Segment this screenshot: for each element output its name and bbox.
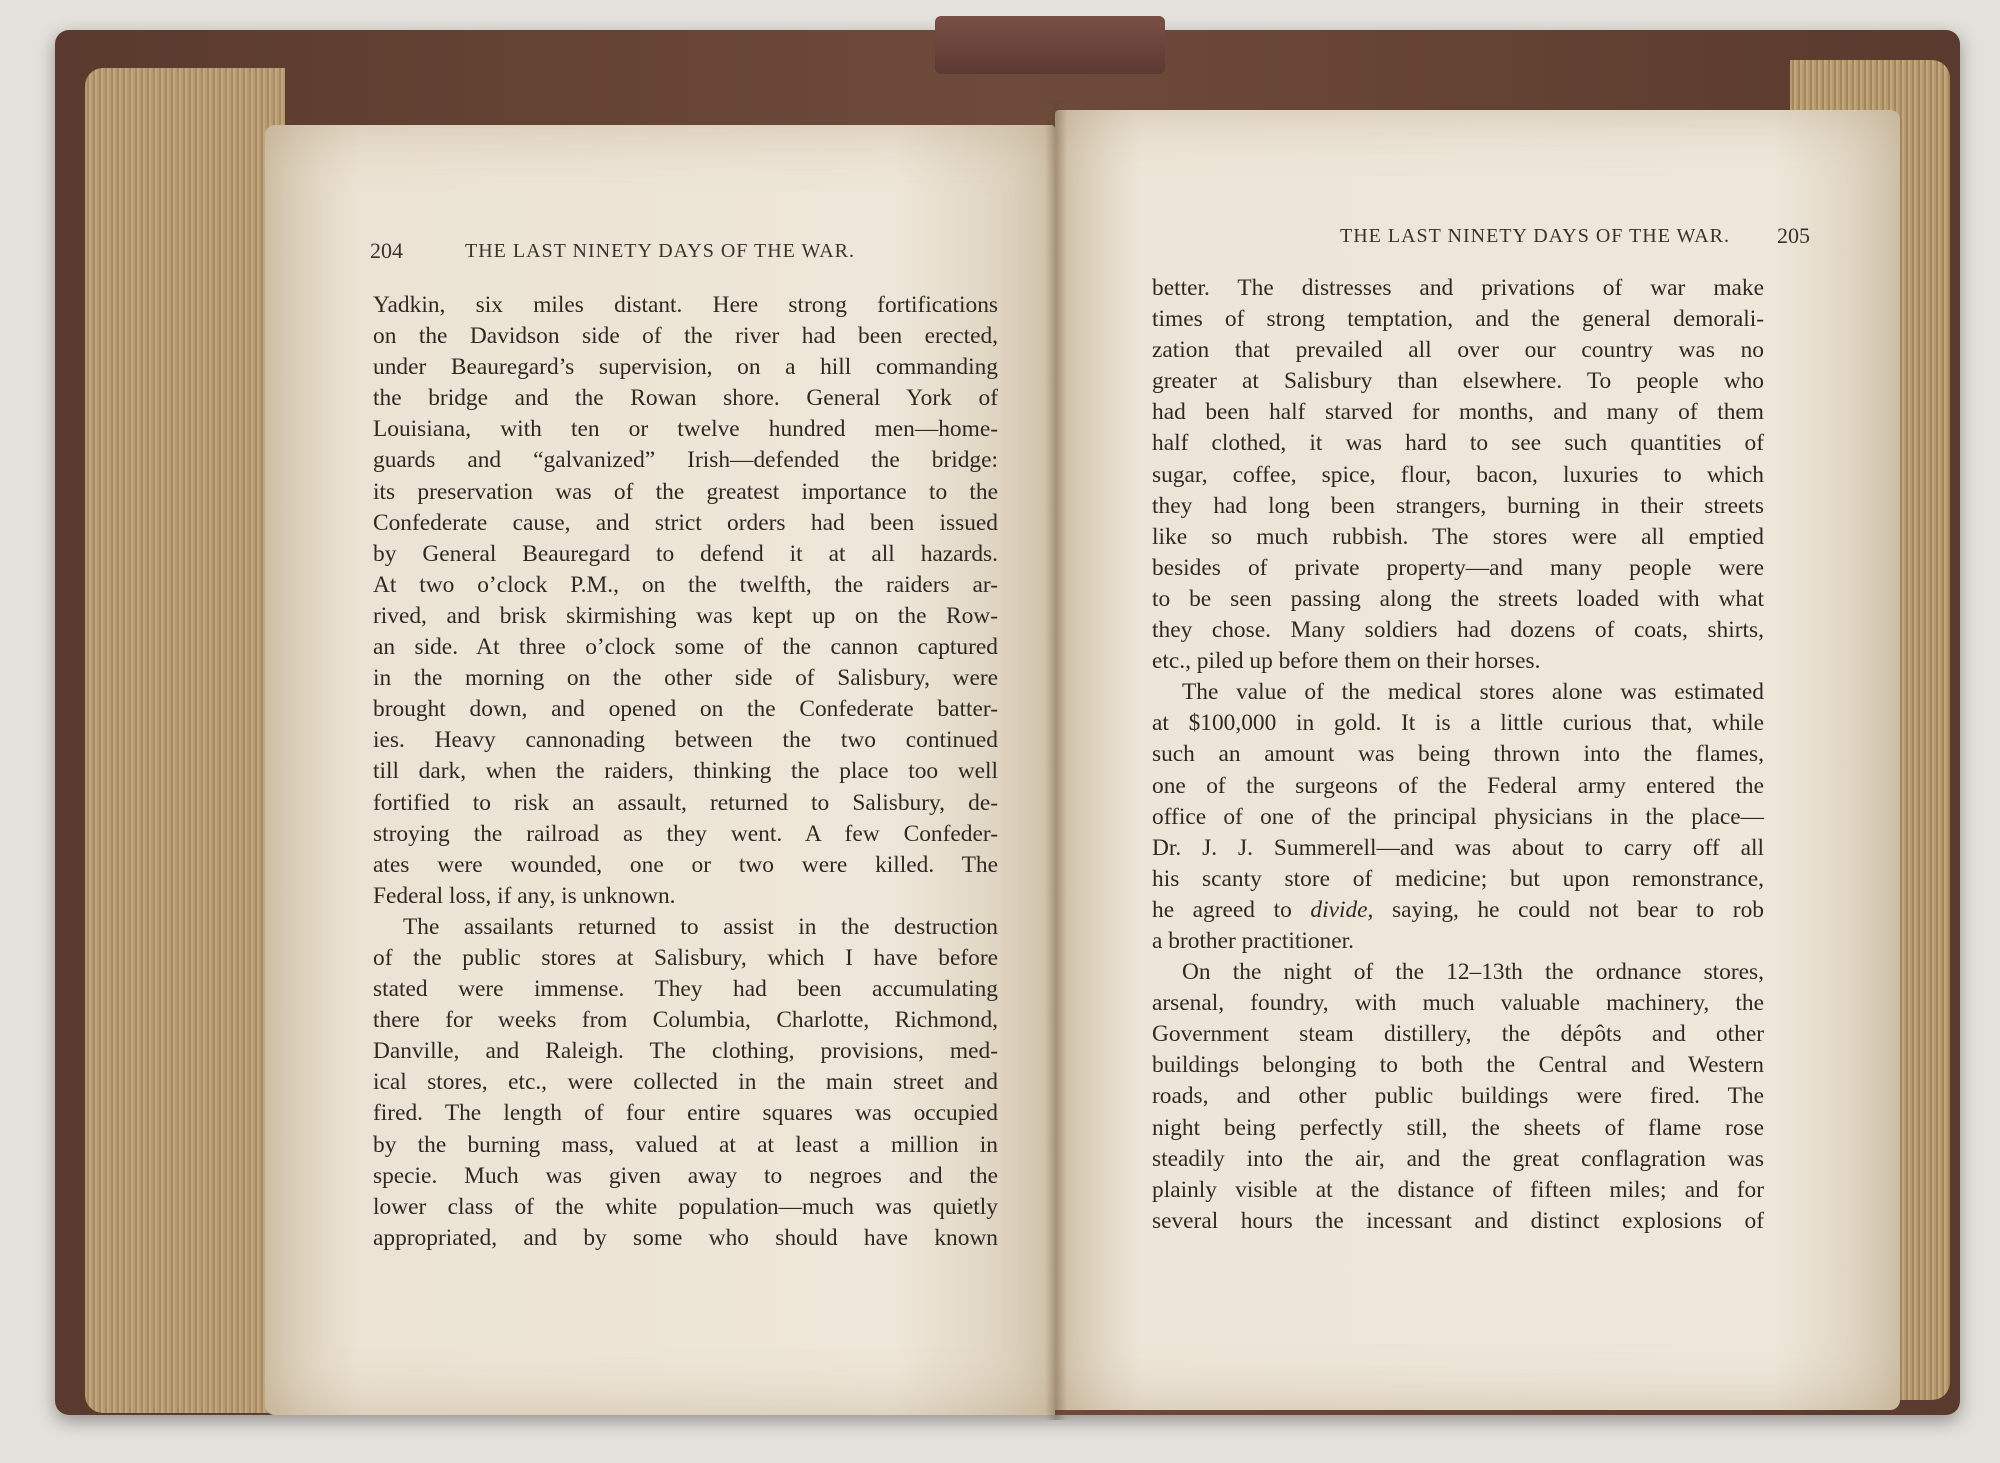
text-line: Government steam distillery, the dépôts and other (1152, 1021, 1764, 1048)
text-line: to be seen passing along the streets loaded with what (1152, 585, 1764, 612)
left-page-edges (85, 68, 285, 1413)
text-line: of the public stores at Salisbury, which I have before (373, 944, 998, 971)
text-line: Danville, and Raleigh. The clothing, provisions, med- (373, 1038, 998, 1065)
text-line: appropriated, and by some who should have known (373, 1224, 998, 1251)
text-line: etc., piled up before them on their horses. (1152, 648, 1541, 675)
text-line: his scanty store of medicine; but upon remonstrance, (1152, 865, 1764, 892)
text-line: half clothed, it was hard to see such quantities of (1152, 430, 1764, 457)
text-line: steadily into the air, and the great conflagration was (1152, 1145, 1764, 1172)
text-line: under Beauregard’s supervision, on a hill commanding (373, 354, 998, 381)
text-line: Yadkin, six miles distant. Here strong fortifications (373, 292, 998, 318)
right-page-number: 205 (1777, 223, 1810, 248)
text-line-with-italic (1152, 895, 1764, 926)
text-line: Dr. J. J. Summerell—and was about to carry off all (1152, 834, 1764, 861)
text-line: an side. At three o’clock some of the cannon captured (373, 634, 998, 661)
text-line: fired. The length of four entire squares was occupied (373, 1100, 998, 1127)
text-line: its preservation was of the greatest importance to the (373, 478, 998, 505)
text-line: lower class of the white population—much was quietly (373, 1193, 998, 1220)
right-page (1055, 110, 1900, 1410)
text-line: by General Beauregard to defend it at all hazards. (373, 540, 998, 567)
text-line: on the Davidson side of the river had been erected, (373, 323, 998, 350)
text-line: had been half starved for months, and many of them (1152, 399, 1764, 426)
right-running-title: THE LAST NINETY DAYS OF THE WAR. (1340, 225, 1730, 247)
text-line: by the burning mass, valued at at least a million in (373, 1131, 998, 1158)
text-line: stated were immense. They had been accumulating (373, 976, 998, 1003)
text-line: at $100,000 in gold. It is a little curious that, while (1152, 710, 1764, 737)
text-line: ies. Heavy cannonading between the two continued (373, 727, 998, 754)
text-line: Federal loss, if any, is unknown. (373, 882, 676, 909)
text-line: arsenal, foundry, with much valuable machinery, the (1152, 990, 1764, 1017)
line-text: he agreed to (1152, 896, 1292, 923)
text-line: Louisiana, with ten or twelve hundred men—home- (373, 416, 998, 443)
text-line: besides of private property—and many people were (1152, 554, 1764, 581)
text-line: greater at Salisbury than elsewhere. To people who (1152, 368, 1764, 395)
text-line: brought down, and opened on the Confederate batter- (373, 696, 998, 723)
text-line: they chose. Many soldiers had dozens of coats, shirts, (1152, 617, 1764, 644)
text-line: in the morning on the other side of Salisbury, were (373, 665, 998, 692)
right-page-text (1152, 273, 1764, 1237)
text-line: they had long been strangers, burning in their streets (1152, 492, 1764, 519)
text-line: roads, and other public buildings were fired. The (1152, 1083, 1764, 1110)
text-line: ical stores, etc., were collected in the main street and (373, 1069, 998, 1096)
text-line: Confederate cause, and strict orders had been issued (373, 509, 998, 536)
text-line: The assailants returned to assist in the destruction (403, 913, 998, 940)
text-line: till dark, when the raiders, thinking the place too well (373, 758, 998, 785)
line-text: , saying, he could not bear to rob (1367, 896, 1764, 923)
text-line: rived, and brisk skirmishing was kept up on the Row- (373, 602, 998, 629)
text-line: The value of the medical stores alone was estimated (1182, 679, 1764, 706)
book-gutter (1045, 100, 1067, 1420)
text-line: buildings belonging to both the Central and Western (1152, 1052, 1764, 1079)
text-line: a brother practitioner. (1152, 927, 1354, 954)
text-line: like so much rubbish. The stores were all emptied (1152, 523, 1764, 550)
italic-word: divide (1310, 896, 1368, 923)
text-line: plainly visible at the distance of fifteen miles; and for (1152, 1176, 1764, 1203)
text-line: such an amount was being thrown into the flames, (1152, 741, 1764, 768)
text-line: office of one of the principal physicians in the place— (1152, 803, 1764, 830)
left-running-title: THE LAST NINETY DAYS OF THE WAR. (465, 240, 855, 262)
text-line: zation that prevailed all over our country was no (1152, 337, 1764, 364)
left-page-number: 204 (370, 238, 403, 263)
text-line: specie. Much was given away to negroes and the (373, 1162, 998, 1189)
text-line: guards and “galvanized” Irish—defended the bridge: (373, 447, 998, 474)
text-line: the bridge and the Rowan shore. General York of (373, 385, 998, 412)
text-line: At two o’clock P.M., on the twelfth, the raiders ar- (373, 571, 998, 598)
text-line: times of strong temptation, and the general demorali- (1152, 306, 1764, 333)
left-page-text (373, 290, 998, 1254)
text-line: fortified to risk an assault, returned to Salisbury, de- (373, 789, 998, 816)
text-line: night being perfectly still, the sheets of flame rose (1152, 1114, 1764, 1141)
text-line: one of the surgeons of the Federal army entered the (1152, 772, 1764, 799)
text-line: there for weeks from Columbia, Charlotte, Richmond, (373, 1007, 998, 1034)
text-line: On the night of the 12–13th the ordnance stores, (1182, 959, 1764, 986)
left-page (265, 125, 1055, 1415)
text-line: ates were wounded, one or two were killed. The (373, 851, 998, 878)
text-line: stroying the railroad as they went. A few Confeder- (373, 820, 998, 847)
text-line: several hours the incessant and distinct explosions of (1152, 1207, 1764, 1234)
text-line: better. The distresses and privations of war make (1152, 275, 1764, 301)
text-line: sugar, coffee, spice, flour, bacon, luxuries to which (1152, 461, 1764, 488)
spine-headband (935, 16, 1165, 74)
